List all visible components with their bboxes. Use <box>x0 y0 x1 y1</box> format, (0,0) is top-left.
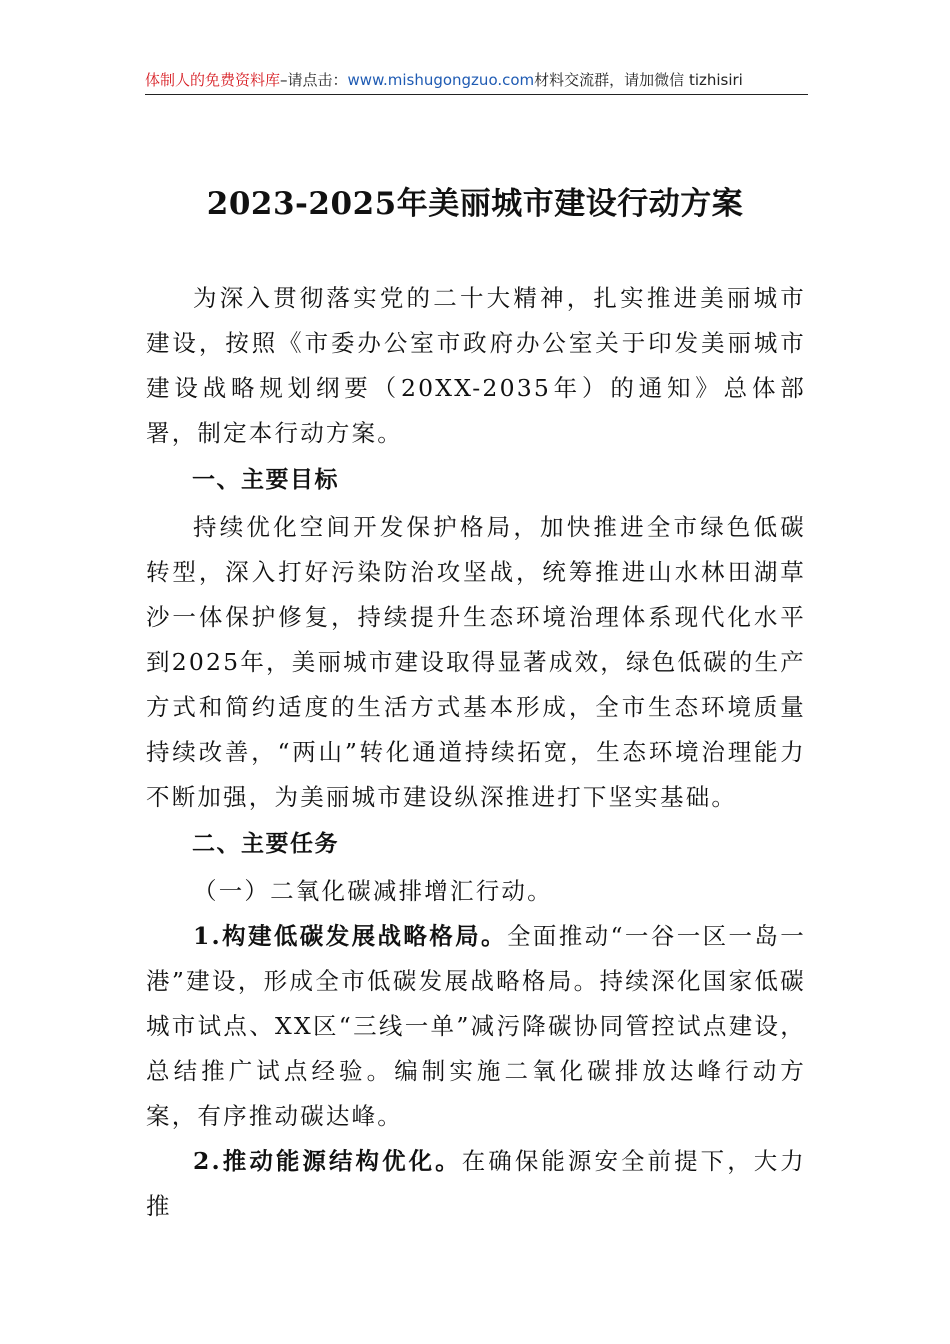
subsection-heading: （一）二氧化碳减排增汇行动。 <box>193 877 553 905</box>
header-contact-text: 材料交流群，请加微信 tizhisiri <box>534 71 743 89</box>
goals-paragraph: 持续优化空间开发保护格局，加快推进全市绿色低碳转型，深入打好污染防治攻坚战，统筹推进山水林田湖草沙一体保护修复，持续提升生态环境治理体系现代化水平到2025年，美丽城市建设取得显著成效，绿色低碳的生产方式和简约适度的生活方式基本形成，全市生态环境质量持续改善，“两山”转化通道持续拓宽，生态环境治理能力不断加强，为美丽城市建设纵深推进打下坚实基础。 <box>146 513 806 811</box>
section-heading-goals: 一、主要目标 <box>192 467 339 493</box>
task-item-2 <box>146 1139 806 1229</box>
intro-paragraph: 为深入贯彻落实党的二十大精神，扎实推进美丽城市建设，按照《市委办公室市政府办公室关于印发美丽城市建设战略规划纲要（20XX-2035年）的通知》总体部署，制定本行动方案。 <box>146 284 806 447</box>
task-item-1-title: 1.构建低碳发展战略格局。 <box>193 922 507 950</box>
header-separator: –请点击： <box>280 71 348 89</box>
task-item-2-text: 在确保能源安全前提下，大力推 <box>146 1147 806 1220</box>
task-item-2-title: 2.推动能源结构优化。 <box>193 1147 462 1175</box>
task-item-1-text: 全面推动“一谷一区一岛一港”建设，形成全市低碳发展战略格局。持续深化国家低碳城市试点、XX区“三线一单”减污降碳协同管控试点建设，总结推广试点经验。编制实施二氧化碳排放达峰行动方案，有序推动碳达峰。 <box>146 922 806 1130</box>
document-body <box>146 276 806 1229</box>
task-item-1 <box>146 914 806 1139</box>
page-header <box>145 68 808 95</box>
header-brand: 体制人的免费资料库 <box>145 71 281 89</box>
document-title: 2023-2025年美丽城市建设行动方案 <box>206 186 744 222</box>
header-url-link[interactable]: www.mishugongzuo.com <box>347 71 535 89</box>
section-heading-tasks: 二、主要任务 <box>192 831 339 857</box>
